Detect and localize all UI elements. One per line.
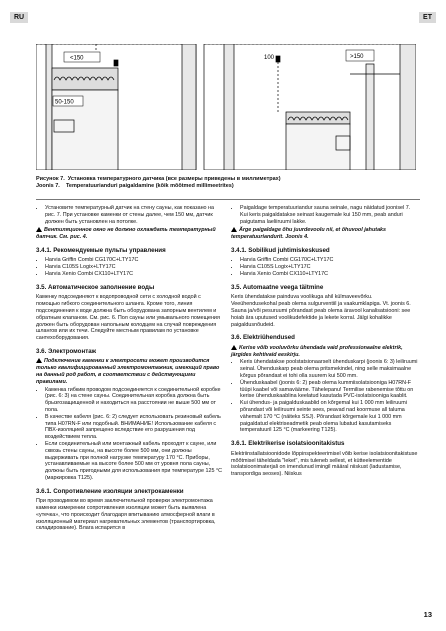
column-et xyxy=(231,205,419,479)
list-item: • Harvia Xenio Combi CX110+LTY17C xyxy=(240,271,419,278)
warning-text: Вентиляционное окно не должно охлаждать температурный датчик. См. рис. 4. xyxy=(36,227,216,241)
list-item: • Harvia Xenio Combi CX110+LTY17C xyxy=(45,271,224,278)
caption-et-text: Temperatuurianduri paigaldamine (kõik mõõtmed millimeetrites) xyxy=(65,183,234,189)
list-item: • Harvia C105S Logix+LTY17C xyxy=(240,264,419,271)
intro-list-et xyxy=(231,205,419,225)
list-item: • Harvia C105S Logix+LTY17C xyxy=(45,264,224,271)
caption-et-label: Joonis 7. xyxy=(36,183,60,189)
dim-mid-label: 100 xyxy=(264,55,275,61)
list-item: • В качестве кабеля (рис. 6: 2) следует использовать резиновый кабель типа H07RN-F или подобный. ВНИМАНИЕ! Использование кабеля с ПВХ-изоляцией запрещено вследствие его разрушения под воздействием тепла. xyxy=(45,414,224,441)
warning-ru xyxy=(36,227,224,241)
caption-et xyxy=(36,183,426,190)
left-panel-drawing xyxy=(36,44,196,170)
dim-top-label: <150 xyxy=(70,55,84,62)
warning-et xyxy=(231,227,419,241)
caption-ru xyxy=(36,176,426,183)
section-title: 3.6.1. Elektrikerise isolatsioonitakistus xyxy=(231,440,345,448)
list-item: • Keris ühendatakse poolstatsionaarselt ühenduskarpi (joonis 6: 3) leiliruumi seinal. Ühenduskarp peab olema pritsmekindel, ning selle maksimaalne kõrgus põrandast ei tohi olla suurem kui 500 mm. xyxy=(240,359,419,379)
paragraph: Keris ühendatakse painduva voolikuga ahil külmaveevõrku. Veeühendusekohal peab olema sulgurventiil ja vaakumklapiga. Vt. joonis 6. Sauna ja/või pesuruumi põrandast peab olema äravool kanalisatsiooni: see hoiab ära uputused voolikudefektide ja lekete korral. Jälgi kohalikke paigaldusnõudeid. xyxy=(231,294,411,328)
section-title: 3.6. Электромонтаж xyxy=(36,347,97,355)
section-title: 3.5. Automaatne veega täitmine xyxy=(231,283,324,291)
warning-et xyxy=(231,345,419,359)
caption-ru-text: Установка температурного датчика (все размеры приведены в миллиметрах) xyxy=(67,176,281,182)
section-title: 3.4.1. Рекомендуемые пульты управления xyxy=(36,246,166,254)
controller-list-et xyxy=(231,257,419,277)
column-ru xyxy=(36,205,224,533)
section-title: 3.6. Elektriühendused xyxy=(231,334,295,342)
warning-icon xyxy=(36,227,42,232)
list-item: • Ühenduskaabel (joonis 6: 2) peab olema kummiisolatsiooniga H07RN-F tüüpi kaabel või samaväärne. Tähelepanu! Termilise rabenemise tõttu on kerise ühenduskaablina keelatud kasutada PVC-isolatsiooniga kaablit. xyxy=(240,380,419,400)
right-panel-drawing xyxy=(204,44,416,170)
language-tag-ru: RU xyxy=(10,12,28,23)
paragraph: Каменку подсоединяют к водопроводной сети с холодной водой с помощью гибкого соединительного шланга. Кроме того, линия подсоединения к воде должна быть оборудована запорным вентилем и обратным клапаном. См. рис. 6. Пол сауны или умывального помещения должен быть оборудован напольным колодцем на случай повреждения шлангов или их течи. Следуйте местным правилам по установке сантехоборудования. xyxy=(36,294,220,342)
divider xyxy=(36,199,420,200)
figure-caption xyxy=(36,176,426,190)
section-title: 3.6.1. Сопротивление изоляции электрокаменки xyxy=(36,487,184,495)
temperature-sensor-figure xyxy=(36,44,416,170)
warning-text: Ärge paigaldage õhu juurdevoolu nii, et õhuvool jahutaks temperatuuriandurit. Joonis 4. xyxy=(231,227,387,241)
warning-text: Подключение каменки к электросети может производится только квалифицированный электромонтажник, имеющий право на данный род работ, в соответствии с действующими правилами. xyxy=(36,358,220,385)
list-item: • Harvia Griffin Combi CG170C+LTY17C xyxy=(45,257,224,264)
warning-ru xyxy=(36,358,224,385)
caption-ru-label: Рисунок 7. xyxy=(36,176,65,182)
intro-list-ru xyxy=(36,205,224,225)
warning-icon xyxy=(231,227,237,232)
paragraph: При проводимом во время заключительной проверки электромонтажа каменки измерении сопротивления изоляции может быть выявлена «утечка», что происходит благодаря впитыванию атмосферной влаги в изоляционный материал нагревательных элементов (транспортировка, складирование). Влага испарится в xyxy=(36,498,216,532)
warning-icon xyxy=(231,345,237,350)
list-item: • Paigaldage temperatuuriandur sauna seinale, nagu näidatud joonisel 7. Kui keris paigaldatakse seinast kaugemale kui 150 mm, peab anduri paigutama laeliiruumi lakke. xyxy=(240,205,419,225)
list-item: • Установите температурный датчик на стену сауны, как показано на рис. 7. При установке каменки от стены далее, чем 150 мм, датчик должен быть установлен на потолке. xyxy=(45,205,224,225)
electrical-list-ru xyxy=(36,387,224,482)
dim-right-label: >150 xyxy=(350,54,364,60)
list-item: • Harvia Griffin Combi CG170C+LTY17C xyxy=(240,257,419,264)
list-item: • Если соединительный или монтажный кабель проходят к сауне, или сквозь стены сауны, на высоте более 500 мм, они должны выдерживать при полной нагрузке температуру 170 °С. Приборы, устанавливаемые на высоте более 500 мм от уровня пола сауны, должны быть пригодными для использования при температуре 125 °С (маркировка T125). xyxy=(45,441,224,482)
section-title: 3.5. Автоматическое заполнение воды xyxy=(36,283,155,291)
paragraph: Elektriinstallatsioonidode lõppinspekteerimisel võib kerise isolatsioonitakistuse mõõtmisel täheldada "leket", mis tuleneb sellest, et kütteelementide isolatsioonimaterjali on imendunud imingil määral niiskust (ladustamise, transpordiga seoses). Niiskus xyxy=(231,450,418,478)
warning-text: Kerise võib vooluvõrku ühendada vaid professionaalne elektrik, järgides kehtivaid eeskirju. xyxy=(231,344,403,358)
controller-list-ru xyxy=(36,257,224,277)
list-item: • Каменка гибким проводом подсоединяется к соединительной коробке (рис. 6: 3) на стене сауны. Соединительная коробка должна быть брызгозащищенной и находиться на расстоянии не выше 500 мм от пола. xyxy=(45,387,224,414)
warning-icon xyxy=(36,358,42,363)
dim-side-label: 50-150 xyxy=(55,99,74,106)
list-item: • Kui ühendus- ja paigalduskaablid on kõrgemal kui 1 000 mm leiliruumi põrandast või leiliruumi seinte sees, peavad nad koormuse all taluma vähemalt 170 °C (näiteks SSJ). Põrandast kõrgemale kui 1 000 mm paigaldatud elektriseadmetik peab olema lubatud kasutamiseks temperatuuril 125 °C (markeering T125). xyxy=(240,400,419,434)
language-tag-et: ET xyxy=(419,12,436,23)
page-number: 13 xyxy=(423,610,432,619)
section-title: 3.4.1. Sobilikud juhtimiskeskused xyxy=(231,246,330,254)
electrical-list-et xyxy=(231,359,419,434)
